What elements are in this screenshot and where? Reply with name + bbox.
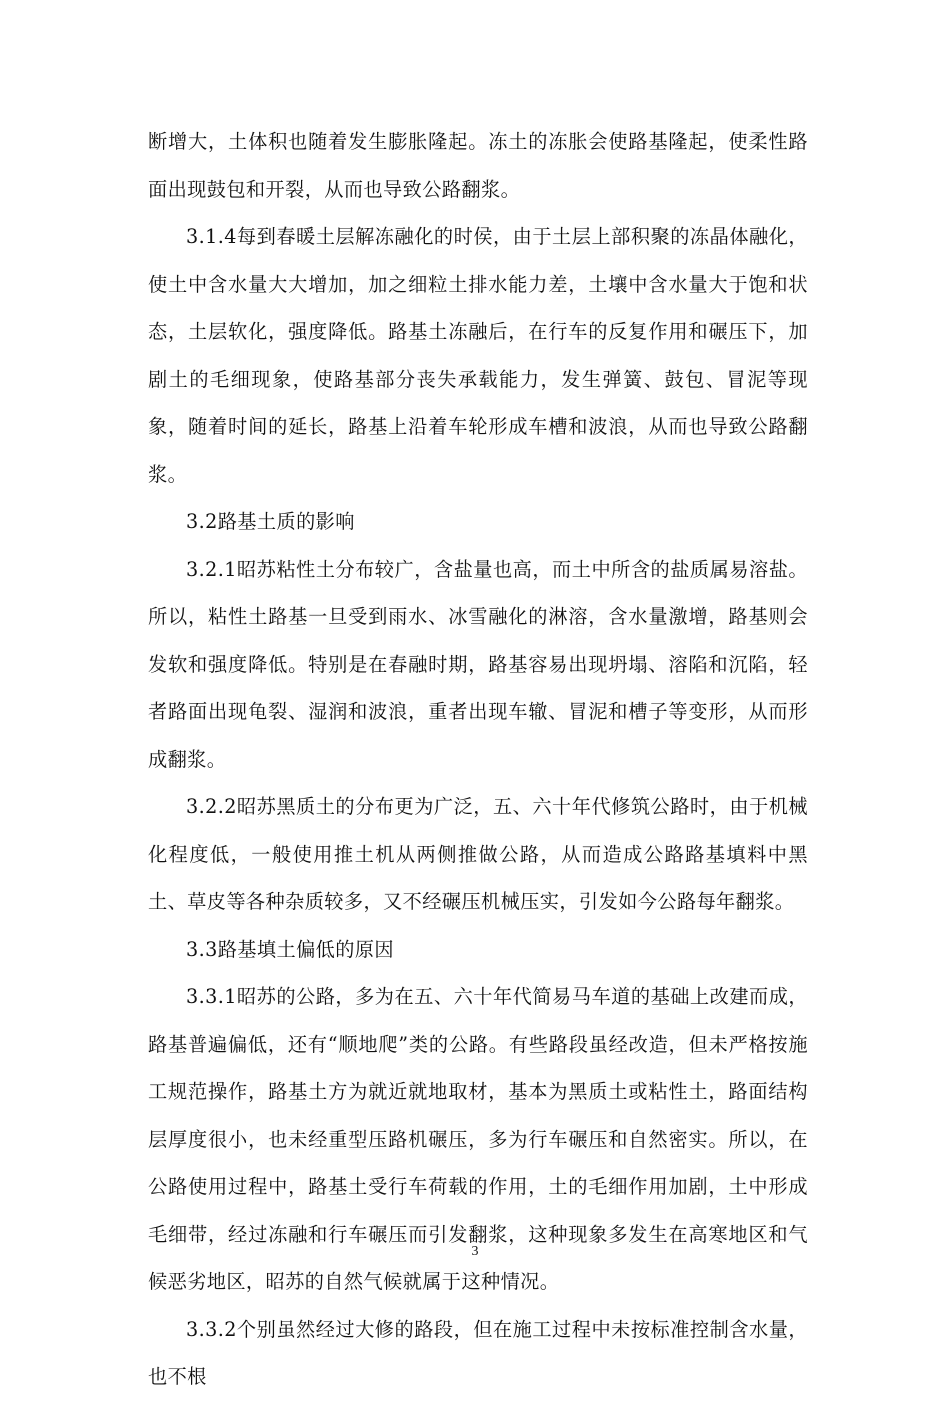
section-heading-3-2: 3.2路基土质的影响 [186, 510, 355, 533]
paragraph-continuation: 断增大，土体积也随着发生膨胀隆起。冻土的冻胀会使路基隆起，使柔性路面出现鼓包和开裂，从而也导致公路翻浆。 [148, 130, 808, 201]
page-number: 3 [471, 1244, 479, 1259]
paragraph-3-2-1: 3.2.1昭苏粘性土分布较广，含盐量也高，而土中所含的盐质属易溶盐。所以，粘性土路基一旦受到雨水、冰雪融化的淋溶，含水量激增，路基则会发软和强度降低。特别是在春融时期，路基容易出现坍塌、溶陷和沉陷，轻者路面出现龟裂、湿润和波浪，重者出现车辙、冒泥和槽子等变形，从而形成翻浆。 [148, 557, 808, 771]
document-body [148, 118, 808, 1401]
paragraph-3-2-2: 3.2.2昭苏黑质土的分布更为广泛，五、六十年代修筑公路时，由于机械化程度低，一般使用推土机从两侧推做公路，从而造成公路路基填料中黑土、草皮等各种杂质较多，又不经碾压机械压实，引发如今公路每年翻浆。 [148, 795, 808, 913]
paragraph-3-1-4: 3.1.4每到春暖土层解冻融化的时侯，由于土层上部积聚的冻晶体融化，使土中含水量大大增加，加之细粒土排水能力差，土壤中含水量大于饱和状态，土层软化，强度降低。路基土冻融后，在行车的反复作用和碾压下，加剧土的毛细现象，使路基部分丧失承载能力，发生弹簧、鼓包、冒泥等现象，随着时间的延长，路基上沿着车轮形成车槽和波浪，从而也导致公路翻浆。 [148, 225, 808, 486]
section-heading-3-3: 3.3路基填土偏低的原因 [186, 937, 395, 961]
paragraph-3-3-1: 3.3.1昭苏的公路，多为在五、六十年代简易马车道的基础上改建而成，路基普遍偏低，还有“顺地爬”类的公路。有些路段虽经改造，但未严格按施工规范操作，路基土方为就近就地取材，基本为黑质土或粘性土，路面结构层厚度很小，也未经重型压路机碾压，多为行车碾压和自然密实。所以，在公路使用过程中，路基土受行车荷载的作用，土的毛细作用加剧，土中形成毛细带，经过冻融和行车碾压而引发翻浆，这种现象多发生在高寒地区和气候恶劣地区，昭苏的自然气候就属于这种情况。 [148, 985, 808, 1293]
paragraph-3-3-2: 3.3.2个别虽然经过大修的路段，但在施工过程中未按标准控制含水量，也不根 [148, 1317, 808, 1388]
